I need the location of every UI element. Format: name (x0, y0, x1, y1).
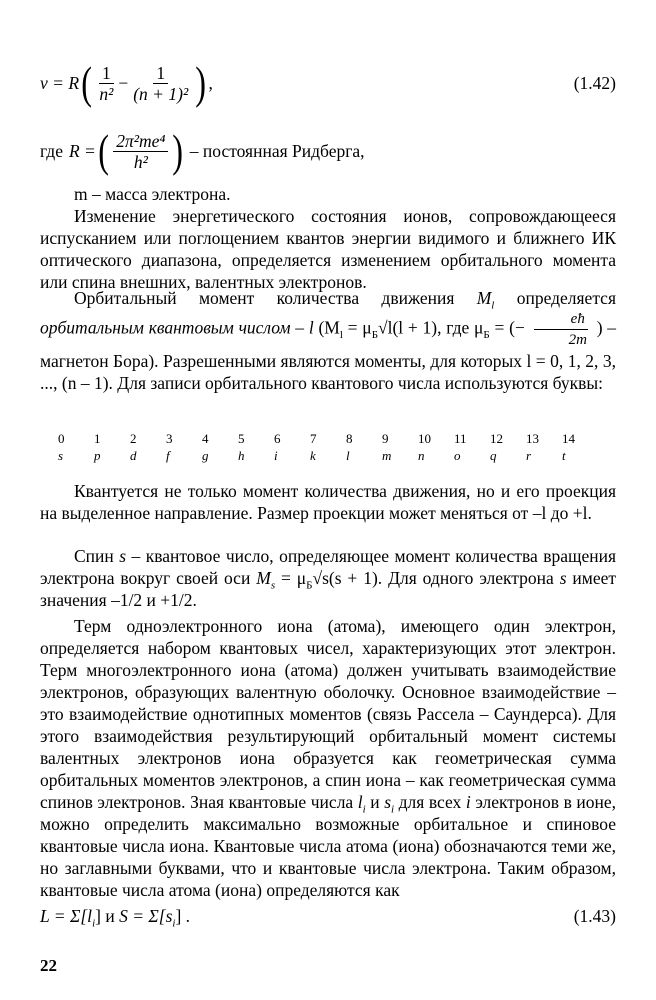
rydberg-definition: где R = ( $\frac{\text{2π²me⁴}}{\text{h²}}$ ) – постоянная Ридберга, (40, 125, 365, 176)
table-number-cell: 2 (130, 431, 137, 446)
table-number-cell: 14 (562, 431, 575, 446)
table-letter-cell: i (274, 448, 278, 463)
table-letter-cell: m (382, 448, 392, 463)
equation-1-42: ν = R ( $\frac{1}{\text{n²}}$ − $\frac{1}{\text{(n + 1)²}}$ ) , (1.42) (40, 57, 616, 108)
table-number-cell: 13 (526, 431, 539, 446)
table-letter-cell: o (454, 448, 461, 463)
table-number-cell: 4 (202, 431, 209, 446)
paragraph-1: Изменение энергетического состояния ионов, сопровождающееся испусканием или поглощением квантов энергии видимого и ближнего ИК оптического диапазона, определяется изменением орбитального момента или спина внешних, валентных электронов. (40, 206, 616, 292)
table-letter-cell: k (310, 448, 316, 463)
table-number-cell: 1 (94, 431, 101, 446)
table-letter-cell: d (130, 448, 137, 463)
paragraph-2: Орбитальный момент количества движения $M_l$ определяется орбитальным квантовым числом – l ($M_l = \mu_Б√l(l + 1)$, где $\mu_Б$ = (− $\frac{eħ}{2m}$ ) – магнетон Бора). Разрешенными являются моменты, для которых l = 0, 1, 2, 3, ..., (n – 1). Для записи орбитального квантового числа используются буквы: (40, 288, 617, 393)
fraction-2: $\frac{1}{\text{(n + 1)²}}$ (133, 62, 189, 104)
equation-number: (1.43) (573, 906, 616, 926)
table-letter-cell: h (238, 448, 245, 463)
paragraph-4: Спин s – квантовое число, определяющее момент количества вращения электрона вокруг своей оси $M_s = \mu_Б√s(s + 1)$. Для одного электрона s имеет значения –1/2 и +1/2. (40, 546, 617, 610)
table-letter-cell: n (418, 448, 425, 463)
table-letters-row (58, 447, 598, 464)
table-letter-cell: l (346, 448, 350, 463)
minus-sign: − (118, 73, 129, 93)
table-numbers-row (58, 430, 598, 447)
table-number-cell: 7 (310, 431, 317, 446)
table-number-cell: 11 (454, 431, 467, 446)
table-letter-cell: q (490, 448, 497, 463)
table-number-cell: 3 (166, 431, 173, 446)
orbital-letter-table (58, 430, 598, 464)
table-number-cell: 6 (274, 431, 281, 446)
table-number-cell: 0 (58, 431, 65, 446)
table-number-cell: 12 (490, 431, 503, 446)
equation-1-43: $L = \Sigma[l_i]$ и $S = \Sigma[s_i]$ . (1.43) (40, 906, 616, 930)
paren-open: ( (81, 57, 93, 108)
table-letter-cell: f (166, 448, 170, 463)
page-number: 22 (40, 956, 57, 975)
eq-lhs: ν = R (40, 73, 80, 93)
table-letter-cell: g (202, 448, 209, 463)
paragraph-5: Терм одноэлектронного иона (атома), имеющего один электрон, определяется набором квантовых чисел, характеризующих этот электрон. Терм многоэлектронного иона (атома) должен учитывать взаимодействие электронов, образующих валентную оболочку. Основное взаимодействие – это взаимодействие однотипных моментов (связь Рассела – Саундерса). Для этого взаимодействия результирующий орбитальный момент системы валентных электронов иона образуется как геометрическая сумма орбитальных моментов электронов, а спин иона – как геометрическая сумма спинов электронов. Зная квантовые числа $l_i$ и $s_i$ для всех i электронов в ионе, можно определить максимально возможные орбитальное и спиновое квантовые числа иона. Квантовые числа атома (иона) обозначаются теми же, но заглавными буквами, что и квантовые числа электрона. Таким образом, квантовые числа атома (иона) определяются как (40, 616, 617, 900)
table-number-cell: 9 (382, 431, 389, 446)
fraction-1: $\frac{1}{\text{n²}}$ (99, 62, 114, 104)
table-letter-cell: p (94, 448, 101, 463)
table-letter-cell: s (58, 448, 64, 463)
table-number-cell: 5 (238, 431, 245, 446)
equation-number: (1.42) (573, 73, 616, 93)
table-number-cell: 8 (346, 431, 353, 446)
table-letter-cell: r (526, 448, 532, 463)
paragraph-3: Квантуется не только момент количества движения, но и его проекция на выделенное направление. Размер проекции может меняться от –l до +l. (40, 481, 616, 523)
table-number-cell: 10 (418, 431, 431, 446)
paren-close: ) (195, 57, 207, 108)
table-letter-cell: t (562, 448, 566, 463)
mass-line: m – масса электрона. (74, 184, 231, 204)
